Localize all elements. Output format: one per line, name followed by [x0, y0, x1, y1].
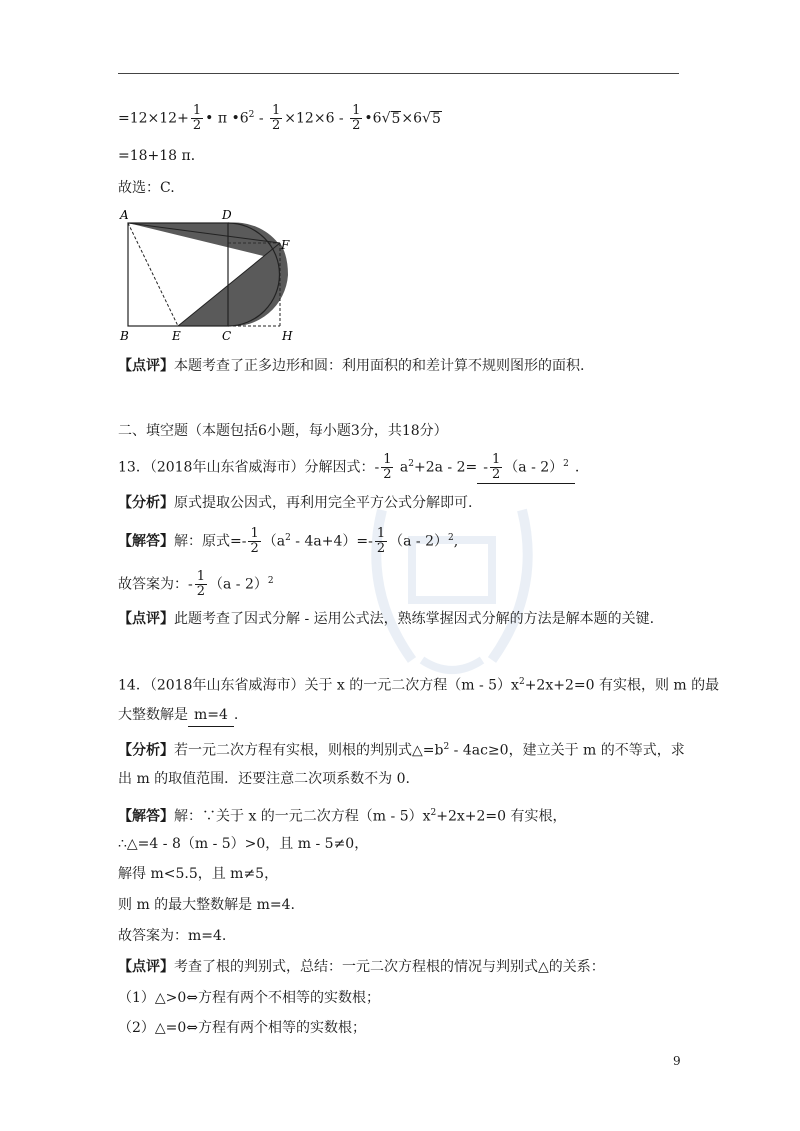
- label-D: D: [222, 208, 232, 222]
- answer-blank: - $\frac{1}{2}$ （a - 2）$^2$: [477, 453, 575, 484]
- q14-solution-line-5: 故答案为：m=4.: [118, 928, 227, 944]
- question-14-line-1: 14．（2018年山东省威海市）关于 x 的一元二次方程$(m - 5)x^2+2x+2=0$ 有实根，则 m 的最: [118, 677, 720, 694]
- header-rule: [118, 73, 679, 74]
- q14-comment: 【点评】考查了根的判别式，总结：一元二次方程根的情况与判别式△的关系：: [118, 959, 605, 975]
- fraction: $\frac{1}{2}$: [376, 526, 386, 556]
- question-13: 13．（2018年山东省威海市）分解因式：- $\frac{1}{2}$ $a^2+2a - 2=$ - $\frac{1}{2}$ （a - 2）$^2$ .: [118, 452, 580, 482]
- label-C: C: [222, 329, 232, 343]
- dashed-line-AE: [128, 223, 178, 326]
- fraction: $\frac{1}{2}$: [352, 103, 361, 133]
- shaded-region-top: [128, 223, 282, 260]
- fraction: $\frac{1}{2}$: [250, 526, 259, 556]
- label-E: E: [172, 329, 181, 343]
- fraction: $\frac{1}{2}$: [272, 103, 281, 133]
- q14-comment-item-2: （2）△=0⇔方程有两个相等的实数根；: [118, 1020, 367, 1036]
- section-2-title: 二、填空题（本题包括6小题，每小题3分，共18分）: [118, 423, 448, 439]
- calc-line-2: =18+18 π．: [118, 148, 205, 164]
- question-14-line-2: 大整数解是 m=4 .: [118, 705, 238, 727]
- label-H: H: [282, 329, 293, 343]
- calc-line-1: =12×12+ $\frac{1}{2}$ • π $•6^2$ - $\frac{1}{2}$ ×12×6 - $\frac{1}{2}$ •6√5×6√5: [118, 103, 441, 133]
- label-A: A: [120, 208, 129, 222]
- q14-solution-line-2: ∴△=4 - 8（m - 5）>0，且 m - 5≠0，: [118, 836, 369, 852]
- fraction: $\frac{1}{2}$: [196, 569, 206, 599]
- q14-analysis-line-2: 出 m 的取值范围．还要注意二次项系数不为 0.: [118, 771, 410, 787]
- comment-1: 【点评】本题考查了正多边形和圆：利用面积的和差计算不规则图形的面积.: [118, 358, 585, 374]
- calc-line-3: 故选：C.: [118, 180, 175, 196]
- fraction: $\frac{1}{2}$: [492, 452, 501, 482]
- q14-solution-line-1: 【解答】解：∵关于 x 的一元二次方程$(m - 5)x^2+2x+2=0$ 有实根，: [118, 808, 567, 825]
- q14-analysis-line-1: 【分析】若一元二次方程有实根，则根的判别式$\triangle=b^2 - 4ac\ge 0$，建立关于 m 的不等式，求: [118, 742, 685, 759]
- q14-comment-item-1: （1）△>0⇔方程有两个不相等的实数根；: [118, 990, 381, 1006]
- q14-solution-line-3: 解得 m<5.5，且 m≠5，: [118, 866, 279, 882]
- page-number: 9: [673, 1054, 681, 1068]
- q14-solution-line-4: 则 m 的最大整数解是 m=4.: [118, 897, 295, 913]
- q13-analysis: 【分析】原式提取公因式，再利用完全平方公式分解即可.: [118, 495, 473, 511]
- q13-answer: 故答案为：- $\frac{1}{2}$ （a - 2）$^2$: [118, 569, 274, 599]
- answer-blank: m=4: [188, 705, 234, 727]
- shaded-region-bottom: [178, 243, 288, 326]
- label-B: B: [120, 329, 129, 343]
- fraction: $\frac{1}{2}$: [192, 103, 202, 133]
- fraction: $\frac{1}{2}$: [383, 452, 392, 482]
- q13-comment: 【点评】此题考查了因式分解 - 运用公式法，熟练掌握因式分解的方法是解本题的关键.: [118, 611, 655, 627]
- label-F: F: [281, 238, 290, 252]
- geometry-figure: [118, 205, 308, 345]
- q13-solution: 【解答】解：原式=- $\frac{1}{2}$ $(a^2 - 4a+4)=-$ $\frac{1}{2}$ （a - 2）$^2$,: [118, 526, 459, 556]
